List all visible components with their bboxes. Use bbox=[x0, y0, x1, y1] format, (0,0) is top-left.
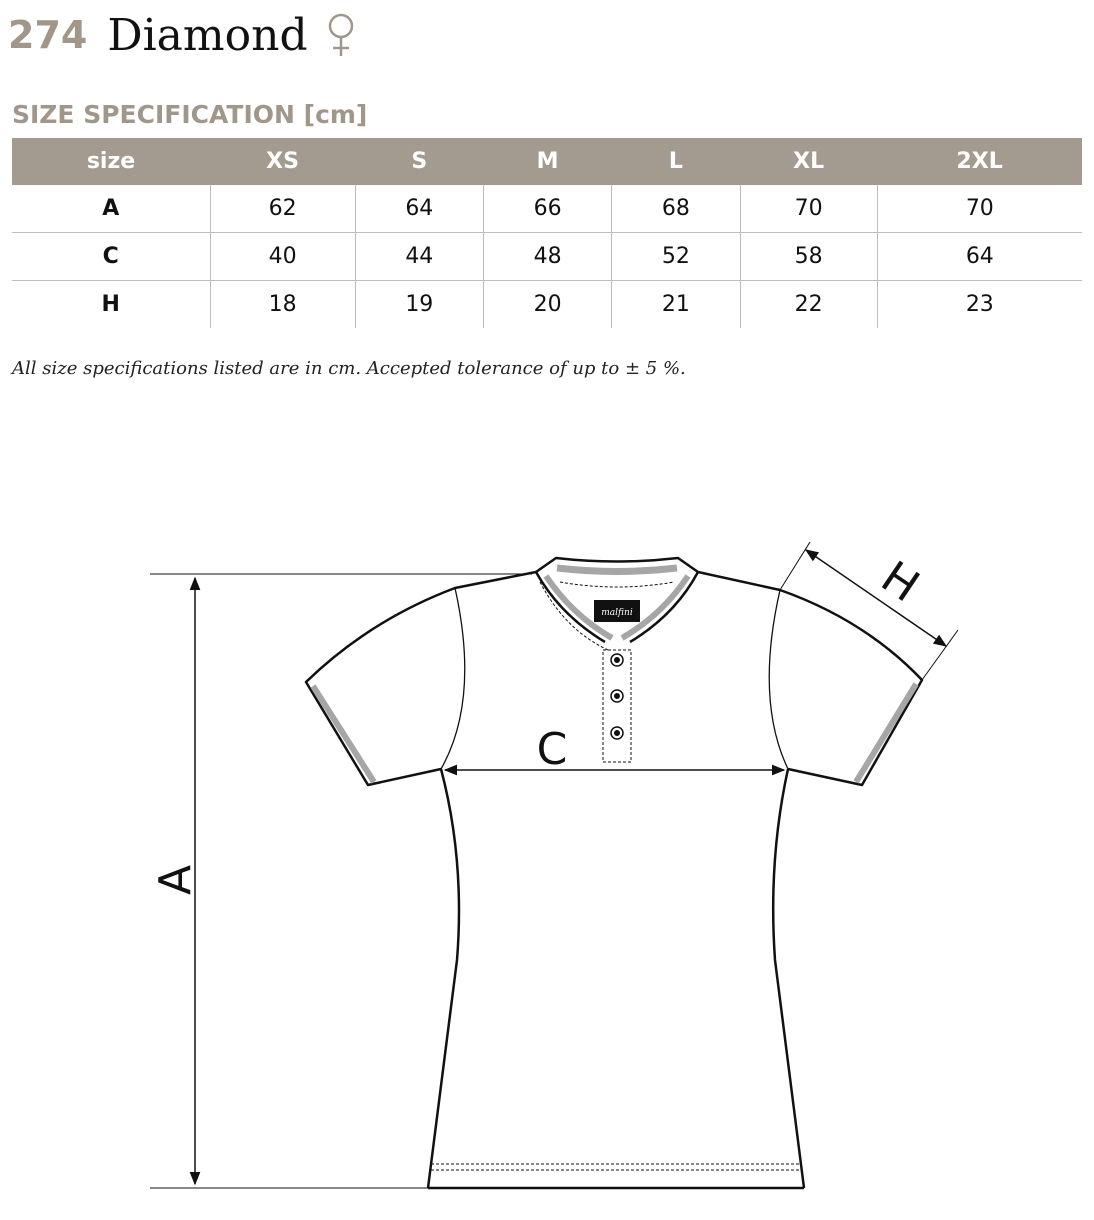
table-row bbox=[12, 185, 1082, 233]
polo-shirt-diagram bbox=[0, 520, 1094, 1210]
model-name: Diamond bbox=[107, 9, 308, 61]
table-cell: 68 bbox=[612, 185, 740, 233]
table-cell: 48 bbox=[483, 233, 611, 281]
collar-label-text: malfini bbox=[601, 608, 633, 618]
table-cell: 21 bbox=[612, 281, 740, 329]
size-header-s: S bbox=[355, 138, 483, 185]
table-cell: 22 bbox=[740, 281, 877, 329]
table-cell: 20 bbox=[483, 281, 611, 329]
size-header-xl: XL bbox=[740, 138, 877, 185]
table-cell: 52 bbox=[612, 233, 740, 281]
dimension-a bbox=[150, 574, 532, 1188]
table-cell: 19 bbox=[355, 281, 483, 329]
row-label-c: C bbox=[12, 233, 210, 281]
table-cell: 62 bbox=[210, 185, 355, 233]
label-c: C bbox=[536, 724, 568, 775]
label-a: A bbox=[150, 864, 201, 896]
spec-heading: SIZE SPECIFICATION [cm] bbox=[12, 100, 368, 129]
button-icon bbox=[611, 654, 623, 666]
hem-stitching bbox=[431, 1164, 801, 1170]
size-header-2xl: 2XL bbox=[877, 138, 1082, 185]
female-symbol-icon bbox=[324, 12, 358, 58]
table-cell: 18 bbox=[210, 281, 355, 329]
dimension-h bbox=[780, 542, 958, 680]
table-cell: 70 bbox=[877, 185, 1082, 233]
table-cell: 64 bbox=[355, 185, 483, 233]
size-header-m: M bbox=[483, 138, 611, 185]
size-header-label: size bbox=[12, 138, 210, 185]
size-table bbox=[12, 138, 1082, 328]
table-row bbox=[12, 281, 1082, 329]
size-header-xs: XS bbox=[210, 138, 355, 185]
size-header-l: L bbox=[612, 138, 740, 185]
table-cell: 64 bbox=[877, 233, 1082, 281]
table-cell: 66 bbox=[483, 185, 611, 233]
shirt-outline bbox=[306, 558, 922, 1188]
table-cell: 58 bbox=[740, 233, 877, 281]
row-label-a: A bbox=[12, 185, 210, 233]
table-cell: 70 bbox=[740, 185, 877, 233]
row-label-h: H bbox=[101, 292, 120, 317]
label-h: H bbox=[872, 551, 929, 613]
button-icon bbox=[611, 690, 623, 702]
placket bbox=[603, 650, 631, 762]
table-cell: 23 bbox=[877, 281, 1082, 329]
collar-brand-label bbox=[594, 600, 640, 622]
title-row bbox=[8, 4, 358, 66]
table-cell: 40 bbox=[210, 233, 355, 281]
table-row bbox=[12, 233, 1082, 281]
size-header-row bbox=[12, 138, 1082, 185]
model-code: 274 bbox=[8, 13, 88, 57]
button-icon bbox=[611, 727, 623, 739]
tolerance-note: All size specifications listed are in cm. Accepted tolerance of up to ± 5 %. bbox=[12, 358, 686, 379]
table-cell: 44 bbox=[355, 233, 483, 281]
